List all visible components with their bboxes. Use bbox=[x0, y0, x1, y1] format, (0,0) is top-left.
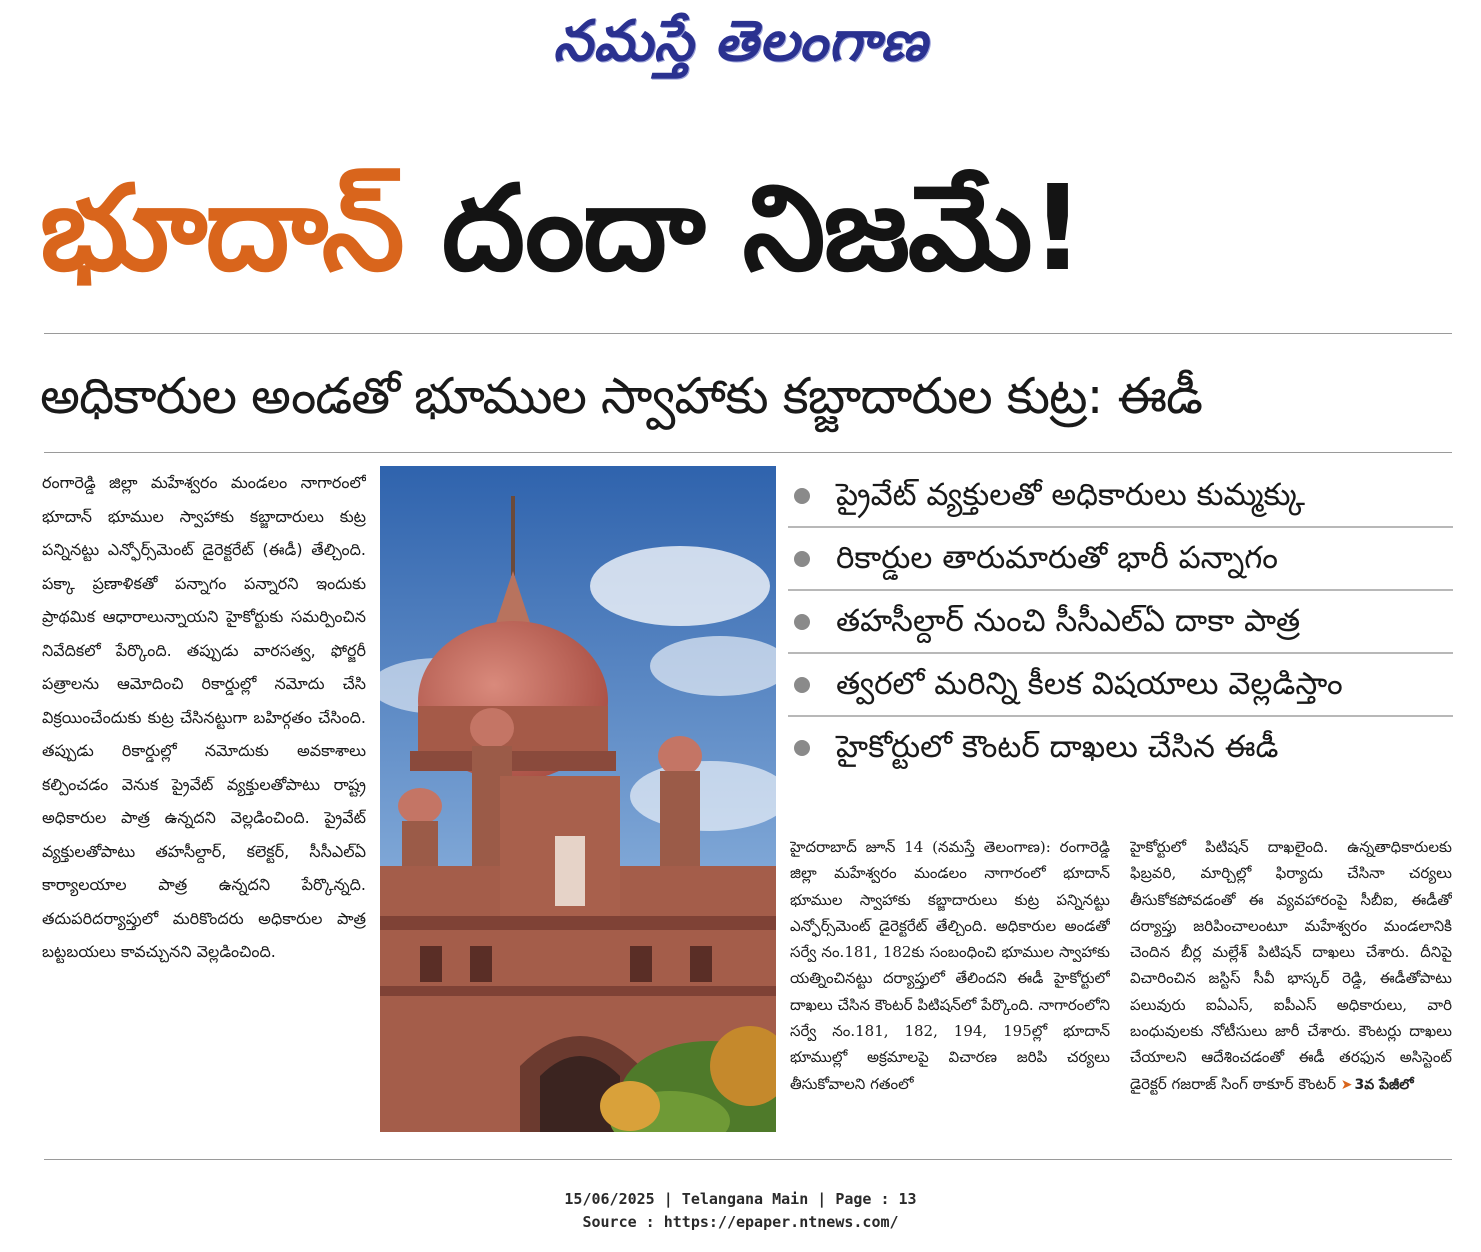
arrow-right-icon: ➤ bbox=[1340, 1076, 1353, 1093]
key-point bbox=[788, 466, 1453, 528]
key-point bbox=[788, 718, 1453, 778]
footer-date-page: 15/06/2025 | Telangana Main | Page : 13 bbox=[564, 1190, 917, 1208]
story-column-1: హైదరాబాద్ జూన్ 14 (నమస్తే తెలంగాణ): రంగారెడ్డి జిల్లా మహేశ్వరం మండలం నాగారంలో భూదాన్ భూముల స్వాహాకు కబ్జాదారులు కుట్ర పన్నినట్టు ఎన్ఫోర్స్‌మెంట్ డైరెక్టరేట్ తేల్చింది. అధికారుల అండతో సర్వే నం.181, 182కు సంబంధించి భూముల స్వాహాకు యత్నించినట్టు దర్యాప్తులో తేలిందని ఈడీ హైకోర్టులో దాఖలు చేసిన కౌంటర్ పిటిషన్‌లో పేర్కొంది. నాగారంలోని సర్వే నం.181, 182, 194, 195ల్లో భూదాన్ భూముల్లో అక్రమాలపై విచారణ జరిపి చర్యలు తీసుకోవాలని గతంలో bbox=[790, 838, 1110, 1093]
divider bbox=[44, 333, 1452, 334]
bullet-dot-icon bbox=[794, 551, 810, 567]
key-point bbox=[788, 655, 1453, 717]
subheadline: అధికారుల అండతో భూముల స్వాహాకు కబ్జాదారుల కుట్ర: ఈడీ bbox=[40, 367, 1203, 425]
story-column-2-text: హైకోర్టులో పిటిషన్ దాఖలైంది. ఉన్నతాధికారులకు ఫిబ్రవరి, మార్చిల్లో ఫిర్యాదు చేసినా చర్యలు తీసుకోకపోవడంతో ఈ వ్యవహారంపై సీబీఐ, ఈడీతో దర్యాప్తు జరిపించాలంటూ మహేశ్వరం మండలానికి చెందిన బీర్ల మల్లేశ్ పిటిషన్ దాఖలు చేశారు. దీనిపై విచారించిన జస్టిస్ సీవీ భాస్కర్ రెడ్డి, ఈడీతోపాటు పలువురు ఐఏఎస్, ఐపీఎస్ అధికారులు, వారి బంధువులకు నోటీసులు జారీ చేశారు. కౌంటర్లు దాఖలు చేయాలని ఆదేశించడంతో ఈడీ తరఫున అసిస్టెంట్ డైరెక్టర్ గజరాజ్ సింగ్ ఠాకూర్ కౌంటర్ bbox=[1130, 838, 1452, 1093]
bullet-dot-icon bbox=[794, 677, 810, 693]
bullet-dot-icon bbox=[794, 740, 810, 756]
masthead-logo: నమస్తే తెలంగాణ bbox=[553, 9, 928, 74]
key-points-list bbox=[788, 466, 1453, 772]
divider bbox=[44, 1159, 1452, 1160]
high-court-photo bbox=[380, 466, 776, 1132]
headline-accent: భూదాన్ bbox=[40, 159, 403, 297]
headline-rest: దందా నిజమే! bbox=[441, 159, 1083, 297]
main-headline bbox=[40, 148, 1450, 308]
bullet-dot-icon bbox=[794, 488, 810, 504]
key-point bbox=[788, 529, 1453, 591]
continued-on-page-link[interactable] bbox=[1341, 1077, 1414, 1093]
key-point-text: త్వరలో మరిన్ని కీలక విషయాలు వెల్లడిస్తాం bbox=[836, 666, 1343, 702]
left-column-text: రంగారెడ్డి జిల్లా మహేశ్వరం మండలం నాగారంలో భూదాన్ భూముల స్వాహాకు కబ్జాదారులు కుట్ర పన్నినట్టు ఎన్ఫోర్స్‌మెంట్ డైరెక్టరేట్ (ఈడీ) తేల్చింది. పక్కా ప్రణాళికతో పన్నాగం పన్నారని ఇందుకు ప్రాథమిక ఆధారాలున్నాయని హైకోర్టుకు సమర్పించిన నివేదికలో పేర్కొంది. తప్పుడు వారసత్వ, ఫోర్జరీ పత్రాలను ఆమోదించి రికార్డుల్లో నమోదు చేసి విక్రయించేందుకు కుట్ర చేసినట్టుగా బహిర్గతం చేసింది. తప్పుడు రికార్డుల్లో నమోదుకు అవకాశాలు కల్పించడం వెనుక ప్రైవేట్ వ్యక్తులతోపాటు రాష్ట్ర అధికారుల పాత్ర ఉన్నదని వెల్లడించింది. ప్రైవేట్ వ్యక్తులతోపాటు తహసీల్దార్, కలెక్టర్, సీసీఎల్ఏ కార్యాలయాల పాత్ర ఉన్నదని పేర్కొన్నది. తదుపరిదర్యాప్తులో మరికొందరు అధికారుల పాత్ర బట్టబయలు కావచ్చునని వెల్లడించింది. bbox=[42, 473, 366, 961]
key-point bbox=[788, 592, 1453, 654]
key-point-text: హైకోర్టులో కౌంటర్ దాఖలు చేసిన ఈడీ bbox=[836, 729, 1279, 765]
key-point-text: ప్రైవేట్ వ్యక్తులతో అధికారులు కుమ్మక్కు bbox=[836, 477, 1305, 513]
divider bbox=[44, 452, 1452, 453]
key-point-text: రికార్డుల తారుమారుతో భారీ పన్నాగం bbox=[836, 540, 1279, 576]
story-column-2 bbox=[1130, 834, 1452, 1134]
bullet-dot-icon bbox=[794, 614, 810, 630]
key-point-text: తహసీల్దార్ నుంచి సీసీఎల్ఏ దాకా పాత్ర bbox=[836, 603, 1301, 639]
footer-source-link[interactable]: Source : https://epaper.ntnews.com/ bbox=[582, 1213, 899, 1231]
continued-label: 3వ పేజీలో bbox=[1354, 1076, 1414, 1093]
